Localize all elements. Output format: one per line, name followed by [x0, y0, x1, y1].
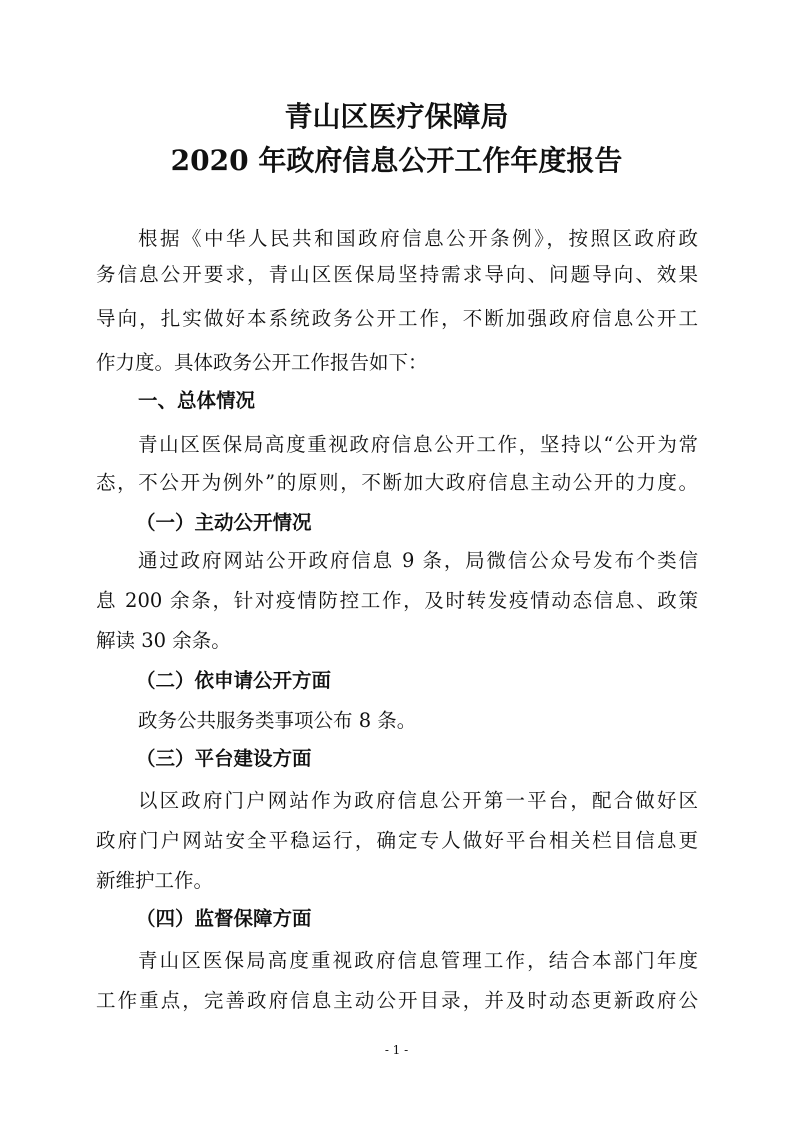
section-heading-overview: 一、总体情况 — [138, 389, 256, 412]
paragraph-6-line-2: 工作重点，完善政府信息主动公开目录，并及时动态更新政府公 — [96, 989, 698, 1012]
paragraph-2-line-2: 态，不公开为例外”的原则，不断加大政府信息主动公开的力度。 — [96, 471, 698, 494]
subsection-heading-supervision: （四）监督保障方面 — [136, 907, 312, 930]
paragraph-1-line-4: 作力度。具体政务公开工作报告如下： — [96, 351, 428, 374]
paragraph-3-line-1: 通过政府网站公开政府信息 9 条，局微信公众号发布个类信 — [138, 549, 698, 572]
paragraph-1-line-3: 导向，扎实做好本系统政务公开工作，不断加强政府信息公开工 — [96, 307, 698, 330]
subsection-heading-active-disclosure: （一）主动公开情况 — [136, 511, 312, 534]
document-title-line-2: 2020 年政府信息公开工作年度报告 — [170, 144, 623, 177]
paragraph-3-line-2: 息 200 余条，针对疫情防控工作，及时转发疫情动态信息、政策 — [96, 589, 698, 612]
paragraph-2-line-1: 青山区医保局高度重视政府信息公开工作，坚持以“公开为常 — [138, 433, 698, 456]
paragraph-5-line-2: 政府门户网站安全平稳运行，确定专人做好平台相关栏目信息更 — [96, 829, 698, 852]
paragraph-5-line-3: 新维护工作。 — [96, 869, 214, 892]
paragraph-6-line-1: 青山区医保局高度重视政府信息管理工作，结合本部门年度 — [138, 949, 698, 972]
subsection-heading-platform: （三）平台建设方面 — [136, 747, 312, 770]
page-number: - 1 - — [384, 1043, 409, 1057]
paragraph-1-line-1: 根据《中华人民共和国政府信息公开条例》，按照区政府政 — [138, 227, 698, 250]
paragraph-1-line-2: 务信息公开要求，青山区医保局坚持需求导向、问题导向、效果 — [96, 263, 698, 286]
document-title-line-1: 青山区医疗保障局 — [284, 100, 509, 133]
subsection-heading-on-request: （二）依申请公开方面 — [136, 669, 332, 692]
paragraph-4-line-1: 政务公共服务类事项公布 8 条。 — [138, 709, 417, 732]
paragraph-5-line-1: 以区政府门户网站作为政府信息公开第一平台，配合做好区 — [138, 789, 698, 812]
paragraph-3-line-3: 解读 30 余条。 — [96, 629, 231, 652]
